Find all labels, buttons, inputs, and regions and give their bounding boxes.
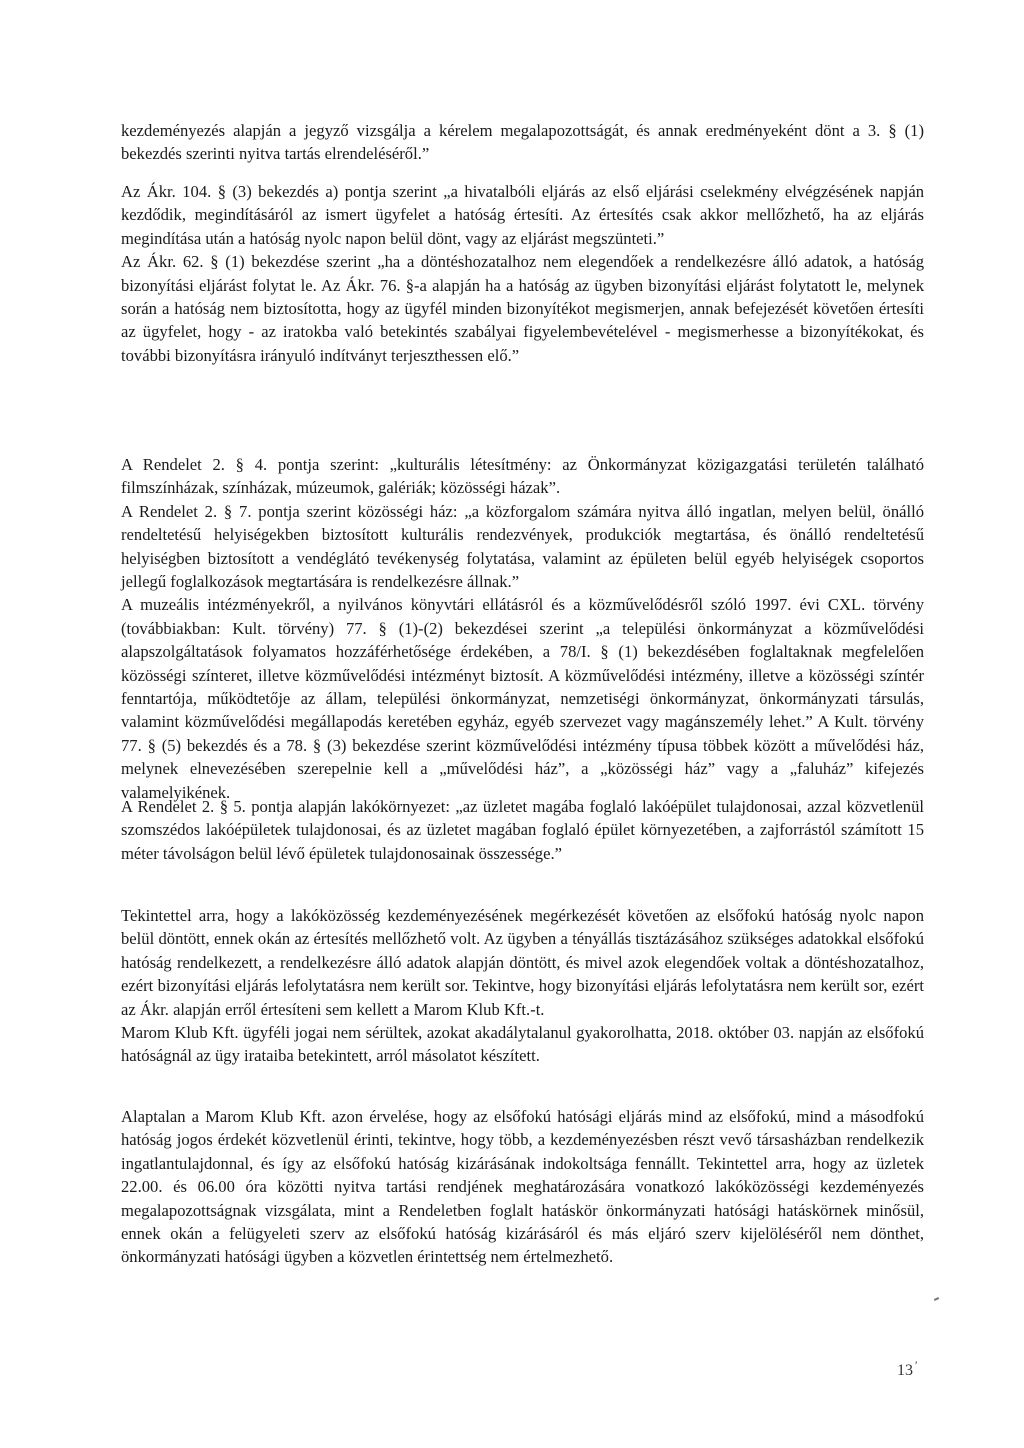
paragraph: Az Ákr. 62. § (1) bekezdése szerint „ha a döntéshozatalhoz nem elegendőek a rendelkezésre álló adatok, a hatóság bizonyítási eljárást folytat le. Az Ákr. 76. §-a alapján ha a hatóság az ügyben bizonyítási eljárást folytatott le, melynek során a hatóság nem biztosította, hogy az ügyfél minden bizonyítékot megismerjen, annak befejezését követően értesíti az ügyfelet, hogy - az iratokba való betekintés szabályai figyelembevételével - megismerhesse a bizonyítékokat, és további bizonyításra irányuló indítványt terjeszthessen elő.” [121, 252, 924, 365]
text-block-akr [121, 180, 924, 367]
text-block-conclusion [121, 1105, 924, 1269]
paragraph: Alaptalan a Marom Klub Kft. azon érvelése, hogy az elsőfokú hatósági eljárás mind az elsőfokú, mind a másodfokú hatóság jogos érdekét közvetlenül érinti, tekintve, hogy több, a kezdeményezésben részt vevő társasházban rendelkezik ingatlantulajdonnal, és így az elsőfokú hatóság kizárásának indokoltsága fennállt. Tekintettel arra, hogy az üzletek 22.00. és 06.00 óra közötti nyitva tartási rendjének meghatározására vonatkozó lakóközösségi kezdeményezés megalapozottságnak vizsgálata, mint a Rendeletben foglalt hatáskör önkormányzati hatósági hatáskörnek minősül, ennek okán a felügyeleti szerv az elsőfokú hatóság kizárásáról és más eljáró szerv kijelöléséről nem dönthet, önkormányzati hatósági ügyben a közvetlen érintettség nem értelmezhető. [121, 1107, 924, 1267]
text-block-continuation [121, 119, 924, 166]
paragraph: A Rendelet 2. § 5. pontja alapján lakókörnyezet: „az üzletet magába foglaló lakóépület tulajdonosai, azzal közvetlenül szomszédos lakóépületek tulajdonosai, és az üzletet magában foglaló épület környezetében, a zajforrástól számított 15 méter távolságon belül lévő épületek tulajdonosainak összessége.” [121, 797, 924, 863]
scan-mark [934, 1297, 939, 1301]
paragraph: A muzeális intézményekről, a nyilvános könyvtári ellátásról és a közművelődésről szóló 1997. évi CXL. törvény (továbbiakban: Kult. törvény) 77. § (1)-(2) bekezdései szerint „a települési önkormányzat a közművelődési alapszolgáltatások folyamatos hozzáférhetősége érdekében, a 78/I. § (1) bekezdésében foglaltaknak megfelelően közösségi színteret, illetve közművelődési intézményt biztosít. A közművelődési intézmény, illetve a közösségi színtér fenntartója, működtetője az állam, települési önkormányzat, nemzetiségi önkormányzat, önkormányzati társulás, valamint közművelődési megállapodás keretében egyház, egyéb szervezet vagy magánszemély lehet.” A Kult. törvény 77. § (5) bekezdés és a 78. § (3) bekezdése szerint közművelődési intézmény típusa többek között a művelődési ház, melynek elnevezésében szerepelnie kell a „művelődési ház”, a „közösségi ház” vagy a „faluház” kifejezés valamelyikének. [121, 595, 924, 802]
pen-mark: ′ [915, 1358, 918, 1372]
text-block-reasoning [121, 904, 924, 1068]
page-number-value: 13 [897, 1362, 913, 1379]
text-block-lakokornyezet [121, 795, 924, 865]
text-block-rendelet [121, 453, 924, 804]
paragraph: Marom Klub Kft. ügyféli jogai nem sérültek, azokat akadálytalanul gyakorolhatta, 2018. október 03. napján az elsőfokú hatóságnál az ügy irataiba betekintett, arról másolatot készített. [121, 1023, 924, 1066]
paragraph: kezdeményezés alapján a jegyző vizsgálja a kérelem megalapozottságát, és annak eredményeként dönt a 3. § (1) bekezdés szerinti nyitva tartás elrendeléséről.” [121, 121, 924, 164]
paragraph: A Rendelet 2. § 4. pontja szerint: „kulturális létesítmény: az Önkormányzat közigazgatási területén található filmszínházak, színházak, múzeumok, galériák; közösségi házak”. [121, 455, 924, 498]
paragraph: Tekintettel arra, hogy a lakóközösség kezdeményezésének megérkezését követően az elsőfokú hatóság nyolc napon belül döntött, ennek okán az értesítés mellőzhető volt. Az ügyben a tényállás tisztázásához szükséges adatokkal elsőfokú hatóság rendelkezett, a rendelkezésre álló adatok alapján döntött, és mivel azok elegendőek voltak a döntéshozatalhoz, ezért bizonyítási eljárás lefolytatásra nem került sor. Tekintve, hogy bizonyítási eljárás lefolytatásra nem került sor, ezért az Ákr. alapján erről értesíteni sem kellett a Marom Klub Kft.-t. [121, 906, 924, 1019]
page-number [897, 1358, 918, 1380]
paragraph: Az Ákr. 104. § (3) bekezdés a) pontja szerint „a hivatalbóli eljárás az első eljárási cselekmény elvégzésének napján kezdődik, megindításáról az ismert ügyfelet a hatóság értesíti. Az értesítés csak akkor mellőzhető, ha az eljárás megindítása után a hatóság nyolc napon belül dönt, vagy az eljárást megszünteti.” [121, 182, 924, 248]
paragraph: A Rendelet 2. § 7. pontja szerint közösségi ház: „a közforgalom számára nyitva álló ingatlan, melyen belül, önálló rendeltetésű helyiségekben biztosított kulturális rendezvények, produkciók megtartása, és önálló rendeltetésű helyiségben biztosított a vendéglátó tevékenység folytatása, valamint az épületen belül egyéb helyiségek csoportos jellegű foglalkozások megtartására is rendelkezésre állnak.” [121, 501, 924, 592]
